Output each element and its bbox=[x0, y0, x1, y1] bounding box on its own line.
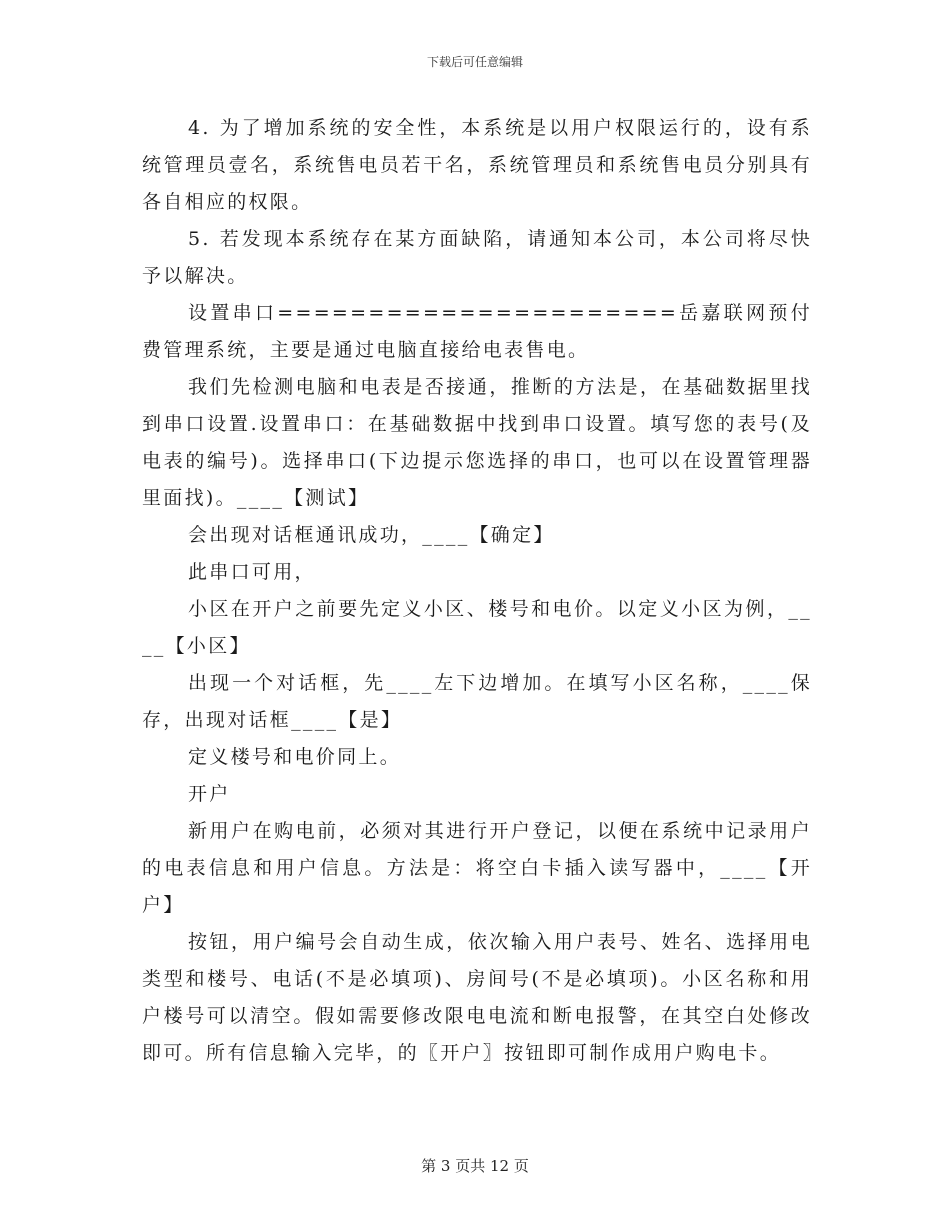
page-footer: 第 3 页共 12 页 bbox=[421, 1157, 529, 1175]
paragraph-detect: 我们先检测电脑和电表是否接通，推断的方法是，在基础数据里找到串口设置.设置串口：在基础数据中找到串口设置。填写您的表号(及电表的编号)。选择串口(下边提示您选择的串口，也可以在设置管理器里面找)。____【测试】 bbox=[142, 376, 812, 509]
paragraph-serial-port: 设置串口======================岳嘉联网预付费管理系统，主要是通过电脑直接给电表售电。 bbox=[142, 302, 812, 361]
paragraph-button-steps: 按钮，用户编号会自动生成，依次输入用户表号、姓名、选择用电类型和楼号、电话(不是必填项)、房间号(不是必填项)。小区名称和用户楼号可以清空。假如需要修改限电电流和断电报警，在其空白处修改即可。所有信息输入完毕，的〖开户〗按钮即可制作成用户购电卡。 bbox=[142, 931, 812, 1064]
document-body bbox=[142, 110, 812, 1072]
paragraph-port-usable: 此串口可用， bbox=[188, 561, 316, 583]
paragraph-security: 4. 为了增加系统的安全性，本系统是以用户权限运行的，设有系统管理员壹名，系统售电员若干名，系统管理员和系统售电员分别具有各自相应的权限。 bbox=[142, 117, 812, 213]
paragraph-dialog-add: 出现一个对话框，先____左下边增加。在填写小区名称，____保存，出现对话框____【是】 bbox=[142, 672, 812, 731]
paragraph-community: 小区在开户之前要先定义小区、楼号和电价。以定义小区为例，____【小区】 bbox=[142, 598, 812, 657]
paragraph-new-user: 新用户在购电前，必须对其进行开户登记，以便在系统中记录用户的电表信息和用户信息。方法是：将空白卡插入读写器中，____【开户】 bbox=[142, 820, 812, 916]
paragraph-open-account-heading: 开户 bbox=[188, 783, 231, 805]
paragraph-dialog-success: 会出现对话框通讯成功，____【确定】 bbox=[188, 524, 555, 546]
paragraph-building-price: 定义楼号和电价同上。 bbox=[188, 746, 402, 768]
paragraph-defect: 5. 若发现本系统存在某方面缺陷，请通知本公司，本公司将尽快予以解决。 bbox=[142, 228, 812, 287]
page-header: 下载后可任意编辑 bbox=[426, 55, 523, 69]
